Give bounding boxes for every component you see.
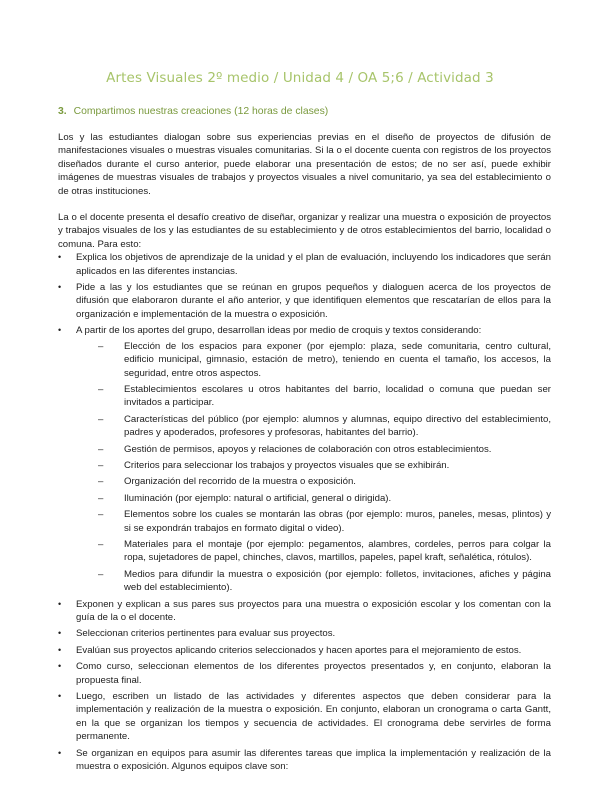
intro-paragraph: Los y las estudiantes dialogan sobre sus experiencias previas en el diseño de proyectos de difusión de manifestaciones visuales o muestras visuales comunitarias. Si la o el docente cuenta con registros de los proyectos diseñados durante el curso anterior, puede elaborar una presentación de estos; de no ser así, puede exhibir imágenes de muestras visuales de trabajos y proyectos visuales a nivel comunitario, ya sea del establecimiento o de otras instituciones.	[58, 132, 551, 197]
dash-marker: –	[98, 459, 104, 471]
dash-marker: –	[98, 340, 104, 352]
bullet-text: Evalúan sus proyectos aplicando criterios seleccionados y hacen aportes para el mejoramiento de estos.	[76, 644, 522, 656]
sub-item-text: Criterios para seleccionar los trabajos y proyectos visuales que se exhibirán.	[124, 459, 450, 471]
dash-marker: –	[98, 443, 104, 455]
bullet-marker: •	[58, 598, 62, 609]
activity-bullet-list	[58, 251, 551, 773]
section-title: Compartimos nuestras creaciones (12 horas de clases)	[73, 106, 329, 117]
bullet-marker: •	[58, 644, 62, 655]
sub-item-text: Establecimientos escolares u otros habitantes del barrio, localidad o comuna que puedan ser invitados a participar.	[124, 383, 551, 409]
bullet-text: Exponen y explican a sus pares sus proyectos para una muestra o exposición escolar y los comentan con la guía de la o el docente.	[76, 598, 551, 623]
bullet-marker: •	[58, 252, 62, 263]
bullet-item	[58, 281, 551, 321]
sub-item-text: Elementos sobre los cuales se montarán las obras (por ejemplo: muros, paneles, mesas, plintos) y si se expondrán trabajos en formato digital o video).	[124, 509, 551, 534]
dash-marker: –	[98, 383, 104, 395]
bullet-item	[58, 251, 551, 278]
dash-marker: –	[98, 492, 104, 504]
bullet-marker: •	[58, 628, 62, 639]
bullet-item	[58, 690, 551, 744]
bullet-marker: •	[58, 325, 62, 336]
bullet-item	[58, 598, 551, 625]
bullet-item	[58, 627, 551, 640]
bullet-marker: •	[58, 747, 62, 758]
bullet-text: Como curso, seleccionan elementos de los diferentes proyectos presentados y, en conjunto, elaboran la propuesta final.	[76, 661, 551, 686]
sub-item	[98, 383, 551, 410]
sub-item	[98, 568, 551, 595]
bullet-text: Luego, escriben un listado de las actividades y diferentes aspectos que deben considerar para la implementación y realización de la muestra o exposición. En conjunto, elaboran un cronograma o carta Gantt, en la que se organizan los tiempos y secuencia de actividades. El cronograma debe servirles de forma permanente.	[76, 691, 551, 743]
bullet-item	[58, 644, 551, 657]
sub-item	[98, 340, 551, 380]
bullet-text: Seleccionan criterios pertinentes para evaluar sus proyectos.	[76, 628, 336, 640]
sub-item-list	[76, 340, 551, 595]
bullet-item	[58, 660, 551, 687]
bullet-text: Pide a las y los estudiantes que se reúnan en grupos pequeños y dialoguen acerca de los proyectos de difusión que elaboraron durante el año anterior, y que identifiquen elementos que rescatarían de ellos para la organización e implementación de la muestra o exposición.	[76, 282, 551, 320]
sub-item	[98, 508, 551, 535]
bullet-item	[58, 747, 551, 774]
sub-item-text: Iluminación (por ejemplo: natural o artificial, general o dirigida).	[124, 492, 392, 504]
sub-item-text: Elección de los espacios para exponer (por ejemplo: plaza, sede comunitaria, centro cultural, edificio municipal, gimnasio, estación de metro), teniendo en cuenta el tamaño, los accesos, la seguridad, entre otros aspectos.	[124, 340, 551, 379]
sub-item	[98, 413, 551, 440]
bullet-text: A partir de los aportes del grupo, desarrollan ideas por medio de croquis y textos considerando:	[76, 325, 482, 337]
sub-item	[98, 538, 551, 565]
bullet-text: Explica los objetivos de aprendizaje de la unidad y el plan de evaluación, incluyendo los indicadores que serán aplicados en las diferentes instancias.	[76, 252, 551, 277]
intro-paragraph: La o el docente presenta el desafío creativo de diseñar, organizar y realizar una muestra o exposición de proyectos y trabajos visuales de los y las estudiantes de su establecimiento y de otros establecimientos del barrio, localidad o comuna. Para esto:	[58, 212, 551, 250]
section-number: 3.	[58, 106, 67, 117]
sub-item-text: Características del público (por ejemplo: alumnos y alumnas, equipo directivo del establecimiento, padres y apoderados, profesores y profesoras, habitantes del barrio).	[124, 413, 551, 439]
document-body	[58, 131, 551, 776]
document-title: Artes Visuales 2º medio / Unidad 4 / OA 5;6 / Actividad 3	[106, 70, 494, 86]
bullet-text: Se organizan en equipos para asumir las diferentes tareas que implica la implementación y realización de la muestra o exposición. Algunos equipos clave son:	[76, 747, 551, 773]
sub-item	[98, 443, 551, 456]
dash-marker: –	[98, 568, 104, 580]
sub-item-text: Organización del recorrido de la muestra o exposición.	[124, 476, 356, 488]
sub-item-text: Materiales para el montaje (por ejemplo: pegamentos, alambres, cordeles, perros para colgar la ropa, sujetadores de papel, chinches, clavos, martillos, papeles, papel kraft, señalética, rótulos).	[124, 538, 551, 564]
dash-marker: –	[98, 413, 104, 425]
sub-item	[98, 459, 551, 472]
sub-item	[98, 475, 551, 488]
sub-item-text: Gestión de permisos, apoyos y relaciones de colaboración con otros establecimientos.	[124, 443, 492, 455]
dash-marker: –	[98, 538, 104, 550]
bullet-marker: •	[58, 691, 62, 702]
sub-item-text: Medios para difundir la muestra o exposición (por ejemplo: folletos, invitaciones, afiches y página web del establecimiento).	[124, 568, 551, 594]
sub-item	[98, 492, 551, 505]
bullet-marker: •	[58, 282, 62, 293]
dash-marker: –	[98, 476, 104, 488]
dash-marker: –	[98, 509, 104, 521]
bullet-item	[58, 324, 551, 594]
section-heading	[58, 106, 328, 117]
bullet-marker: •	[58, 661, 62, 672]
